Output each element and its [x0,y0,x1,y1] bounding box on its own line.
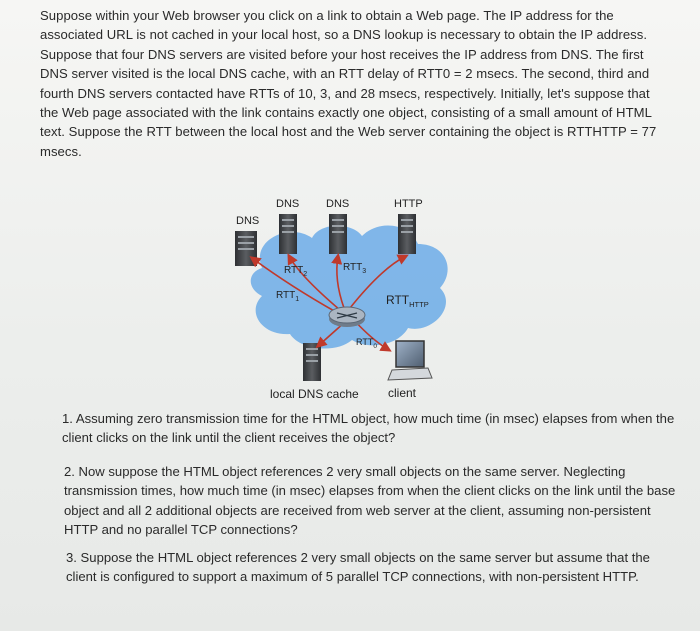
rtthttp-label: $RTT_{HTTP}$ [386,293,429,309]
local-dns-cache-label: local DNS cache [270,387,359,401]
dns-2-label: DNS [276,198,300,210]
dns-server-2-icon [279,214,297,254]
rtt0-label: $RTT_0$ [356,337,377,350]
question-1: 1. Assuming zero transmission time for the HTML object, how much time (in msec) elapses from when the client clicks on the link until the client receives the object? [62,411,675,446]
question-2: 2. Now suppose the HTML object references 2 very small objects on the same server. Neglecting transmission times, how much time (in msec) elapses from when the client clicks on the link until the base object and all 2 additional objects are received from web server at the client, assuming non-persistent HTTP and no parallel TCP connections? [64,464,676,538]
local-dns-cache-server-icon [303,343,321,381]
http-label: HTTP [394,198,423,210]
dns-3-label: DNS [326,198,350,210]
client-computer-icon [388,341,432,380]
http-server-icon [398,214,416,254]
router-icon [329,307,365,327]
question-3: 3. Suppose the HTML object references 2 very small objects on the same server but assume that the client is configured to support a maximum of 5 parallel TCP connections, with non-persistent HTTP. [66,550,650,585]
problem-statement: Suppose within your Web browser you click on a link to obtain a Web page. The IP address for the associated URL is not cached in your local host, so a DNS lookup is necessary to obtain the IP address. Suppose that four DNS servers are visited before your host receives the IP address from DNS. The first DNS server visited is the local DNS cache, with an RTT delay of RTT0 = 2 msecs. The second, third and fourth DNS servers contacted have RTTs of 10, 3, and 28 msecs, respectively. Initially, let's suppose that the Web page associated with the link contains exactly one object, consisting of a small amount of HTML text. Suppose the RTT between the local host and the Web server containing the object is RTTHTTP = 77 msecs. [40,8,657,159]
dns-server-3-icon [329,214,347,254]
client-label: client [388,386,417,400]
rtt2-label: $RTT_2$ [284,265,308,278]
dns-server-left-icon [235,231,257,266]
rtt1-label: $RTT_1$ [276,290,300,303]
dns-left-label: DNS [236,215,260,227]
rtt3-label: $RTT_3$ [343,262,367,275]
